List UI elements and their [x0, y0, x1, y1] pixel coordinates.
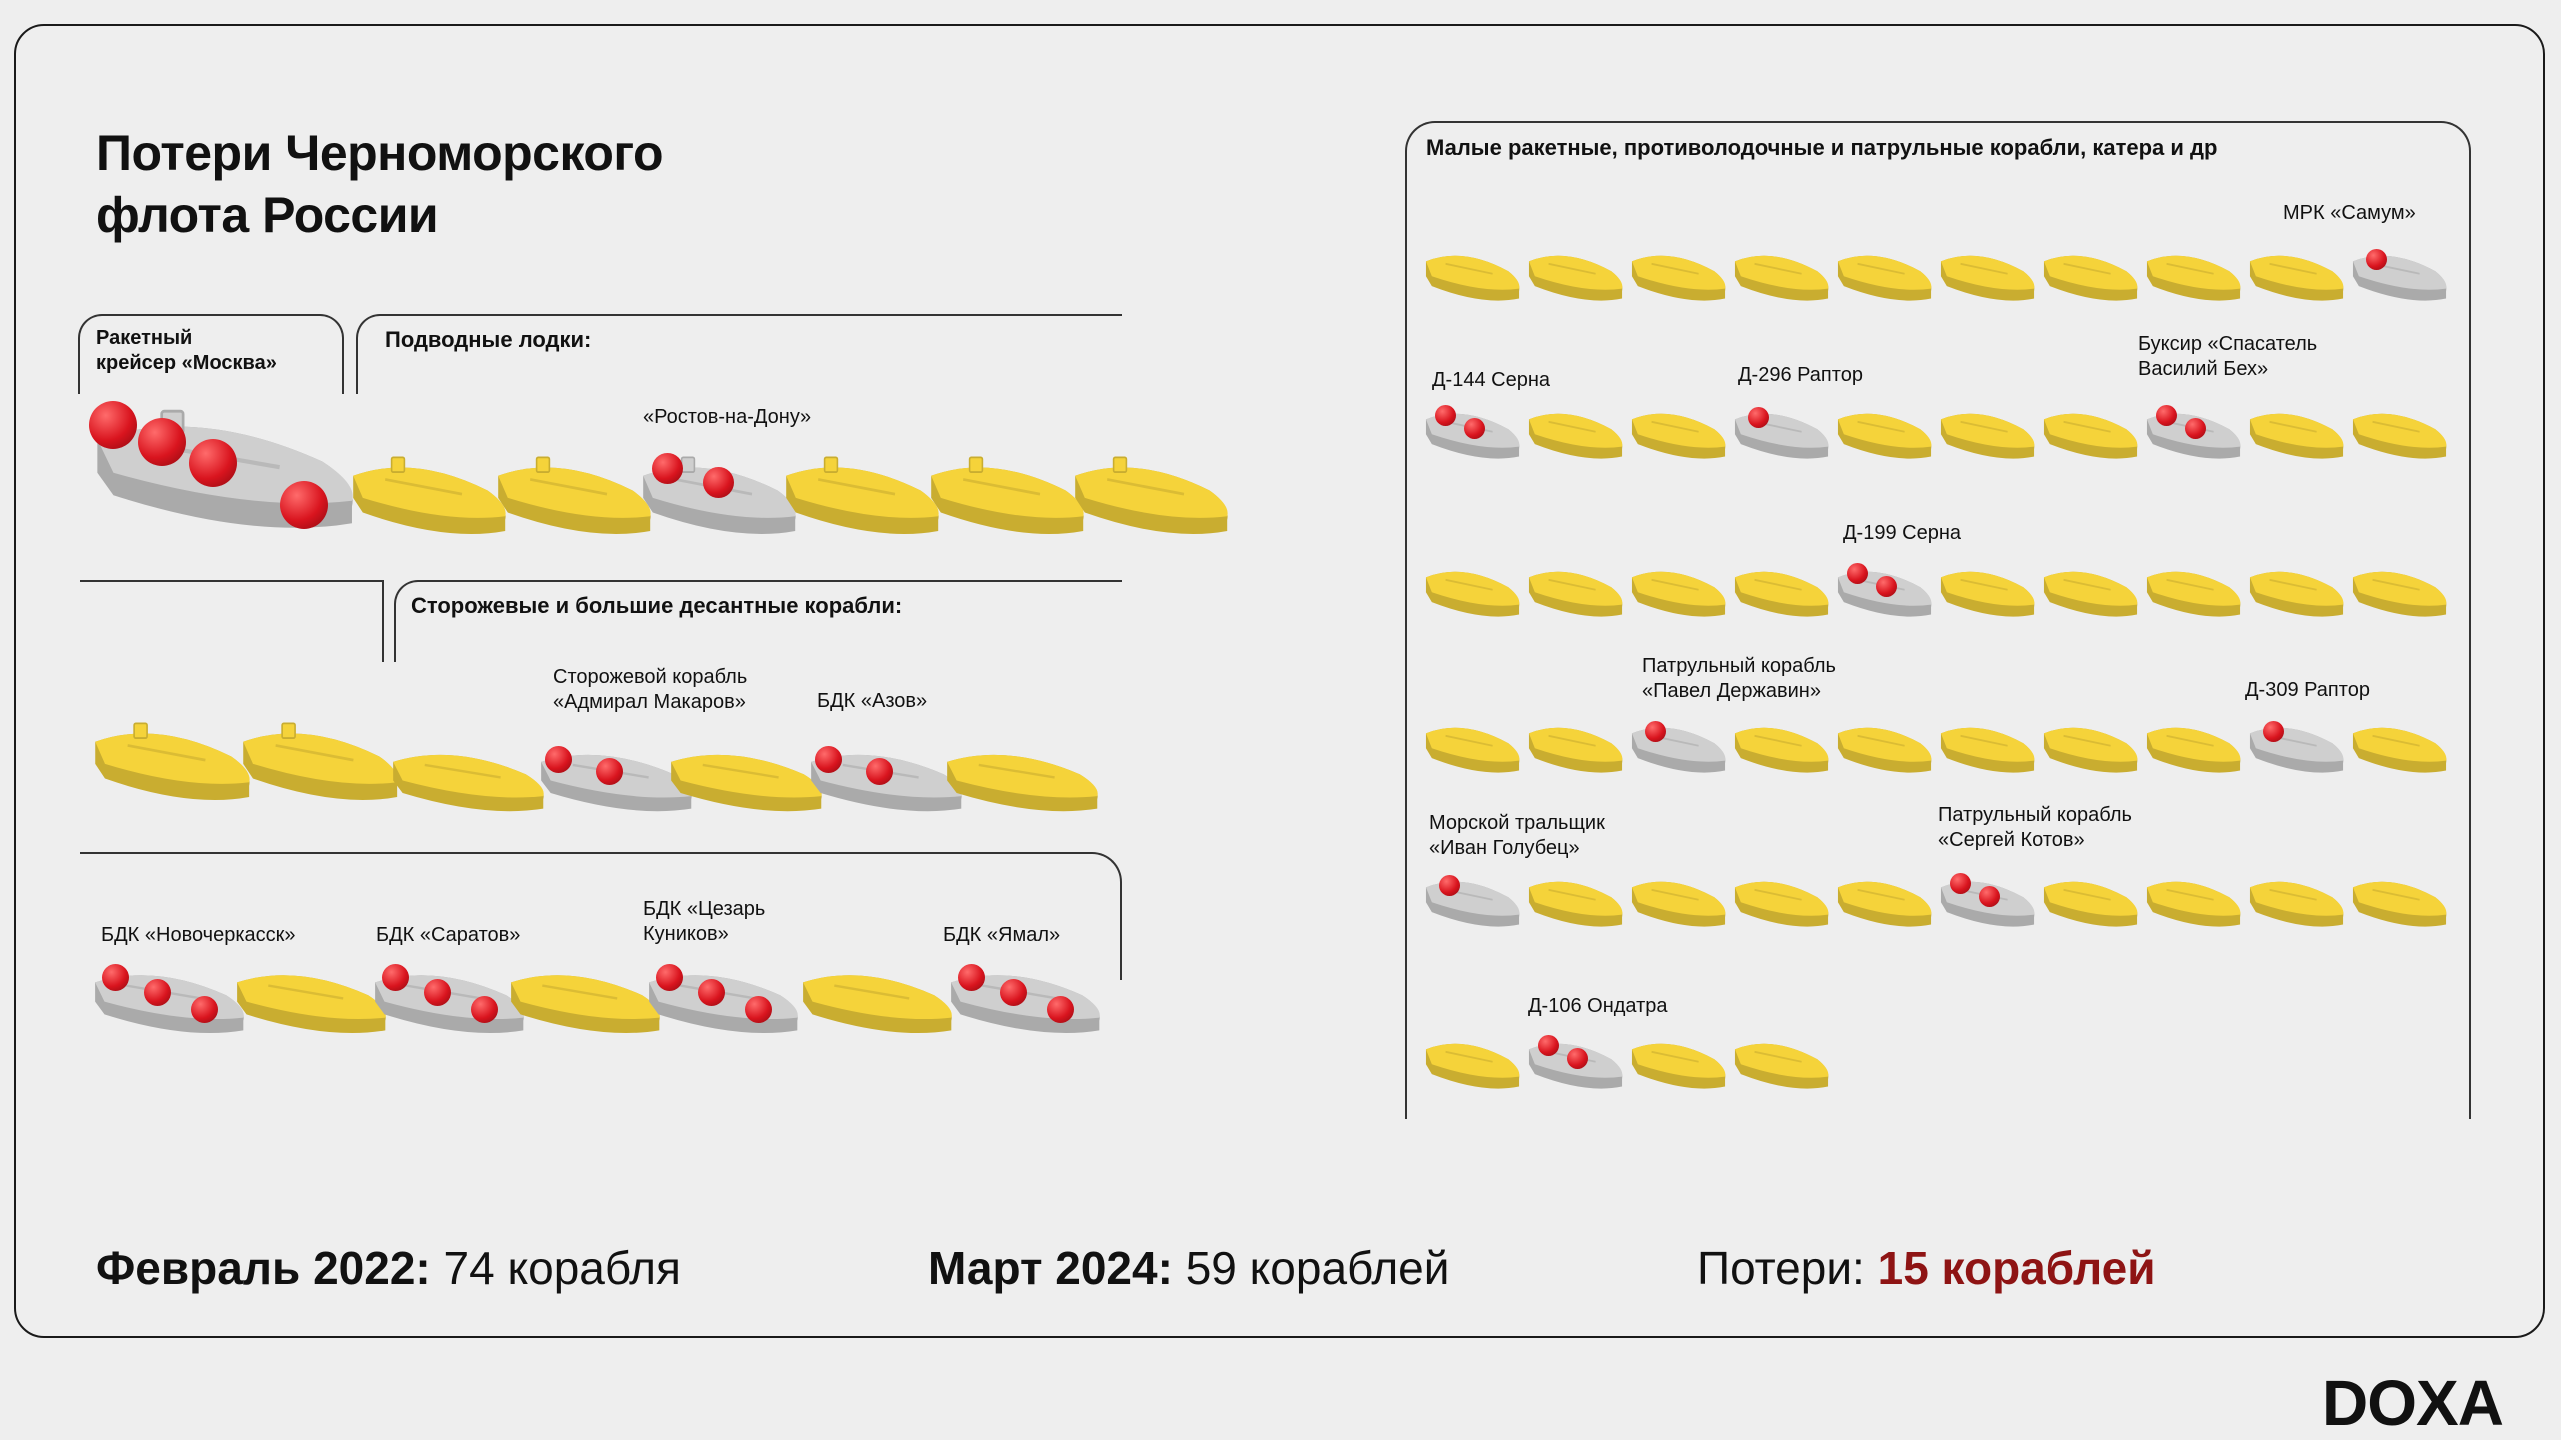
- feb-value: 74 корабля: [443, 1242, 681, 1294]
- small-ship-icon: [2351, 870, 2449, 932]
- small-ship-icon: [1527, 560, 1625, 622]
- label-saratov: БДК «Саратов»: [376, 924, 521, 946]
- submarine-icon: [350, 450, 510, 542]
- small-ship-icon: [2248, 870, 2346, 932]
- small-ship-icon: [2145, 244, 2243, 306]
- hit-marker: [1000, 979, 1027, 1006]
- summary-mar: [928, 1240, 1449, 1296]
- small-ship-icon: [1630, 716, 1728, 778]
- loss-value: 15 кораблей: [1877, 1242, 2156, 1294]
- label-bekh-line1: Буксир «Спасатель: [2138, 333, 2318, 355]
- submarines-heading: Подводные лодки:: [385, 327, 592, 352]
- small-ship-icon: [2351, 244, 2449, 306]
- small-ship-icon: [1527, 402, 1625, 464]
- small-ship-icon: [2248, 244, 2346, 306]
- label-kotov-line1: Патрульный корабль: [1938, 804, 2132, 826]
- hit-marker: [144, 979, 171, 1006]
- label-samum: МРК «Самум»: [2283, 202, 2416, 224]
- small-ship-icon: [1527, 244, 1625, 306]
- small-ship-icon: [1836, 402, 1934, 464]
- hit-marker: [545, 746, 572, 773]
- landing-ship-icon: [948, 960, 1104, 1040]
- hit-marker: [191, 996, 218, 1023]
- hit-marker: [815, 746, 842, 773]
- label-novocherkassk: БДК «Новочеркасск»: [101, 924, 296, 946]
- small-ship-icon: [1836, 560, 1934, 622]
- hit-marker: [1435, 405, 1456, 426]
- label-derzhavin-line1: Патрульный корабль: [1642, 655, 1836, 677]
- surface-ship-icon: [92, 716, 254, 808]
- frigates-heading: Сторожевые и большие десантные корабли:: [411, 593, 903, 618]
- label-golubets-line1: Морской тральщик: [1429, 812, 1605, 834]
- small-ship-icon: [1527, 1032, 1625, 1094]
- hit-marker: [1950, 873, 1971, 894]
- hit-marker: [189, 439, 237, 487]
- small-ship-icon: [2248, 560, 2346, 622]
- label-d106: Д-106 Ондатра: [1528, 995, 1668, 1017]
- small-ship-icon: [2145, 402, 2243, 464]
- small-ship-icon: [2351, 716, 2449, 778]
- hit-marker: [652, 453, 683, 484]
- title-line-2: флота России: [96, 187, 439, 243]
- small-ship-icon: [2042, 402, 2140, 464]
- small-ship-icon: [1630, 402, 1728, 464]
- surface-ship-icon: [668, 740, 826, 818]
- small-ship-icon: [2145, 716, 2243, 778]
- small-ship-icon: [1424, 402, 1522, 464]
- hit-marker: [866, 758, 893, 785]
- small-ship-icon: [1630, 1032, 1728, 1094]
- hit-marker: [698, 979, 725, 1006]
- small-ship-icon: [1836, 244, 1934, 306]
- small-ship-icon: [1939, 402, 2037, 464]
- surface-ship-icon: [944, 740, 1102, 818]
- small-ship-icon: [1527, 870, 1625, 932]
- summary-loss: [1697, 1240, 2156, 1296]
- small-ship-icon: [1939, 870, 2037, 932]
- label-kunikov-line2: Куников»: [643, 923, 729, 945]
- landing-ship-icon: [508, 960, 664, 1040]
- doxa-logo: DOXA: [2322, 1367, 2503, 1439]
- small-ship-icon: [1733, 716, 1831, 778]
- small-ship-icon: [2145, 560, 2243, 622]
- small-ship-icon: [1939, 716, 2037, 778]
- hit-marker: [1748, 407, 1769, 428]
- small-ship-icon: [2248, 716, 2346, 778]
- small-ship-icon: [1424, 870, 1522, 932]
- label-rostov: «Ростов-на-Дону»: [643, 406, 812, 428]
- label-d309: Д-309 Раптор: [2245, 679, 2370, 701]
- small-ship-icon: [1733, 1032, 1831, 1094]
- small-ships-heading: Малые ракетные, противолодочные и патрульные корабли, катера и др: [1426, 135, 2218, 160]
- small-ship-icon: [1424, 716, 1522, 778]
- hit-marker: [656, 964, 683, 991]
- small-ship-icon: [2351, 402, 2449, 464]
- hit-marker: [102, 964, 129, 991]
- small-ship-icon: [1424, 244, 1522, 306]
- landing-ship-icon: [800, 960, 956, 1040]
- surface-ship-icon: [390, 740, 548, 818]
- label-d296: Д-296 Раптор: [1738, 364, 1863, 386]
- small-ship-icon: [1630, 244, 1728, 306]
- small-ship-icon: [1527, 716, 1625, 778]
- summary-feb: [96, 1240, 681, 1296]
- title-line-1: Потери Черноморского: [96, 125, 664, 181]
- cruiser-moskva-icon: [92, 400, 360, 540]
- label-makarov-line1: Сторожевой корабль: [553, 666, 748, 688]
- cruiser-heading-line2: крейсер «Москва»: [96, 352, 277, 374]
- small-ship-icon: [1424, 1032, 1522, 1094]
- landing-ship-icon: [372, 960, 528, 1040]
- small-ship-icon: [1733, 402, 1831, 464]
- small-ship-icon: [2042, 244, 2140, 306]
- surface-ship-icon: [240, 716, 402, 808]
- label-d144: Д-144 Серна: [1432, 369, 1550, 391]
- hit-marker: [1645, 721, 1666, 742]
- small-ship-icon: [1836, 870, 1934, 932]
- hit-marker: [471, 996, 498, 1023]
- small-ship-icon: [2042, 716, 2140, 778]
- small-ship-icon: [1630, 560, 1728, 622]
- cruiser-heading-line1: Ракетный: [96, 327, 193, 349]
- hit-marker: [89, 401, 137, 449]
- mar-value: 59 кораблей: [1185, 1242, 1450, 1294]
- landing-ship-icon: [646, 960, 802, 1040]
- hit-marker: [1979, 886, 2000, 907]
- submarine-icon: [495, 450, 655, 542]
- hit-marker: [424, 979, 451, 1006]
- section-divider-1: [80, 580, 384, 582]
- hit-marker: [1847, 563, 1868, 584]
- submarine-icon: [640, 450, 800, 542]
- hit-marker: [596, 758, 623, 785]
- landing-ship-icon: [92, 960, 248, 1040]
- label-bekh-line2: Василий Бех»: [2138, 358, 2269, 380]
- small-ship-icon: [2042, 870, 2140, 932]
- small-ship-icon: [1424, 560, 1522, 622]
- small-ship-icon: [1836, 716, 1934, 778]
- hit-marker: [382, 964, 409, 991]
- submarine-icon: [1072, 450, 1232, 542]
- small-ship-icon: [1939, 244, 2037, 306]
- label-azov: БДК «Азов»: [817, 690, 928, 712]
- hit-marker: [2366, 249, 2387, 270]
- hit-marker: [745, 996, 772, 1023]
- landing-ship-icon: [234, 960, 390, 1040]
- submarine-icon: [928, 450, 1088, 542]
- hit-marker: [703, 467, 734, 498]
- hit-marker: [2185, 418, 2206, 439]
- hit-marker: [1567, 1048, 1588, 1069]
- cruiser-heading: [96, 326, 277, 376]
- feb-label: Февраль 2022:: [96, 1242, 431, 1294]
- label-d199: Д-199 Серна: [1843, 522, 1961, 544]
- label-kotov-line2: «Сергей Котов»: [1938, 829, 2085, 851]
- hit-marker: [1047, 996, 1074, 1023]
- small-ship-icon: [2042, 560, 2140, 622]
- mar-label: Март 2024:: [928, 1242, 1173, 1294]
- hit-marker: [958, 964, 985, 991]
- small-ship-icon: [1630, 870, 1728, 932]
- small-ship-icon: [2351, 560, 2449, 622]
- label-yamal: БДК «Ямал»: [943, 924, 1061, 946]
- small-ship-icon: [1733, 870, 1831, 932]
- label-makarov-line2: «Адмирал Макаров»: [553, 691, 746, 713]
- small-ship-icon: [1733, 244, 1831, 306]
- hit-marker: [2156, 405, 2177, 426]
- small-ship-icon: [1939, 560, 2037, 622]
- hit-marker: [1439, 875, 1460, 896]
- hit-marker: [138, 418, 186, 466]
- cruiser-lower-divider: [382, 580, 384, 662]
- small-ship-icon: [2145, 870, 2243, 932]
- label-kunikov-line1: БДК «Цезарь: [643, 898, 766, 920]
- label-golubets-line2: «Иван Голубец»: [1429, 837, 1580, 859]
- hit-marker: [280, 481, 328, 529]
- hit-marker: [2263, 721, 2284, 742]
- hit-marker: [1464, 418, 1485, 439]
- loss-label: Потери:: [1697, 1242, 1865, 1294]
- hit-marker: [1876, 576, 1897, 597]
- small-ship-icon: [2248, 402, 2346, 464]
- surface-ship-icon: [808, 740, 966, 818]
- small-ship-icon: [1733, 560, 1831, 622]
- label-derzhavin-line2: «Павел Державин»: [1642, 680, 1821, 702]
- page-title: [96, 122, 663, 246]
- hit-marker: [1538, 1035, 1559, 1056]
- submarine-icon: [783, 450, 943, 542]
